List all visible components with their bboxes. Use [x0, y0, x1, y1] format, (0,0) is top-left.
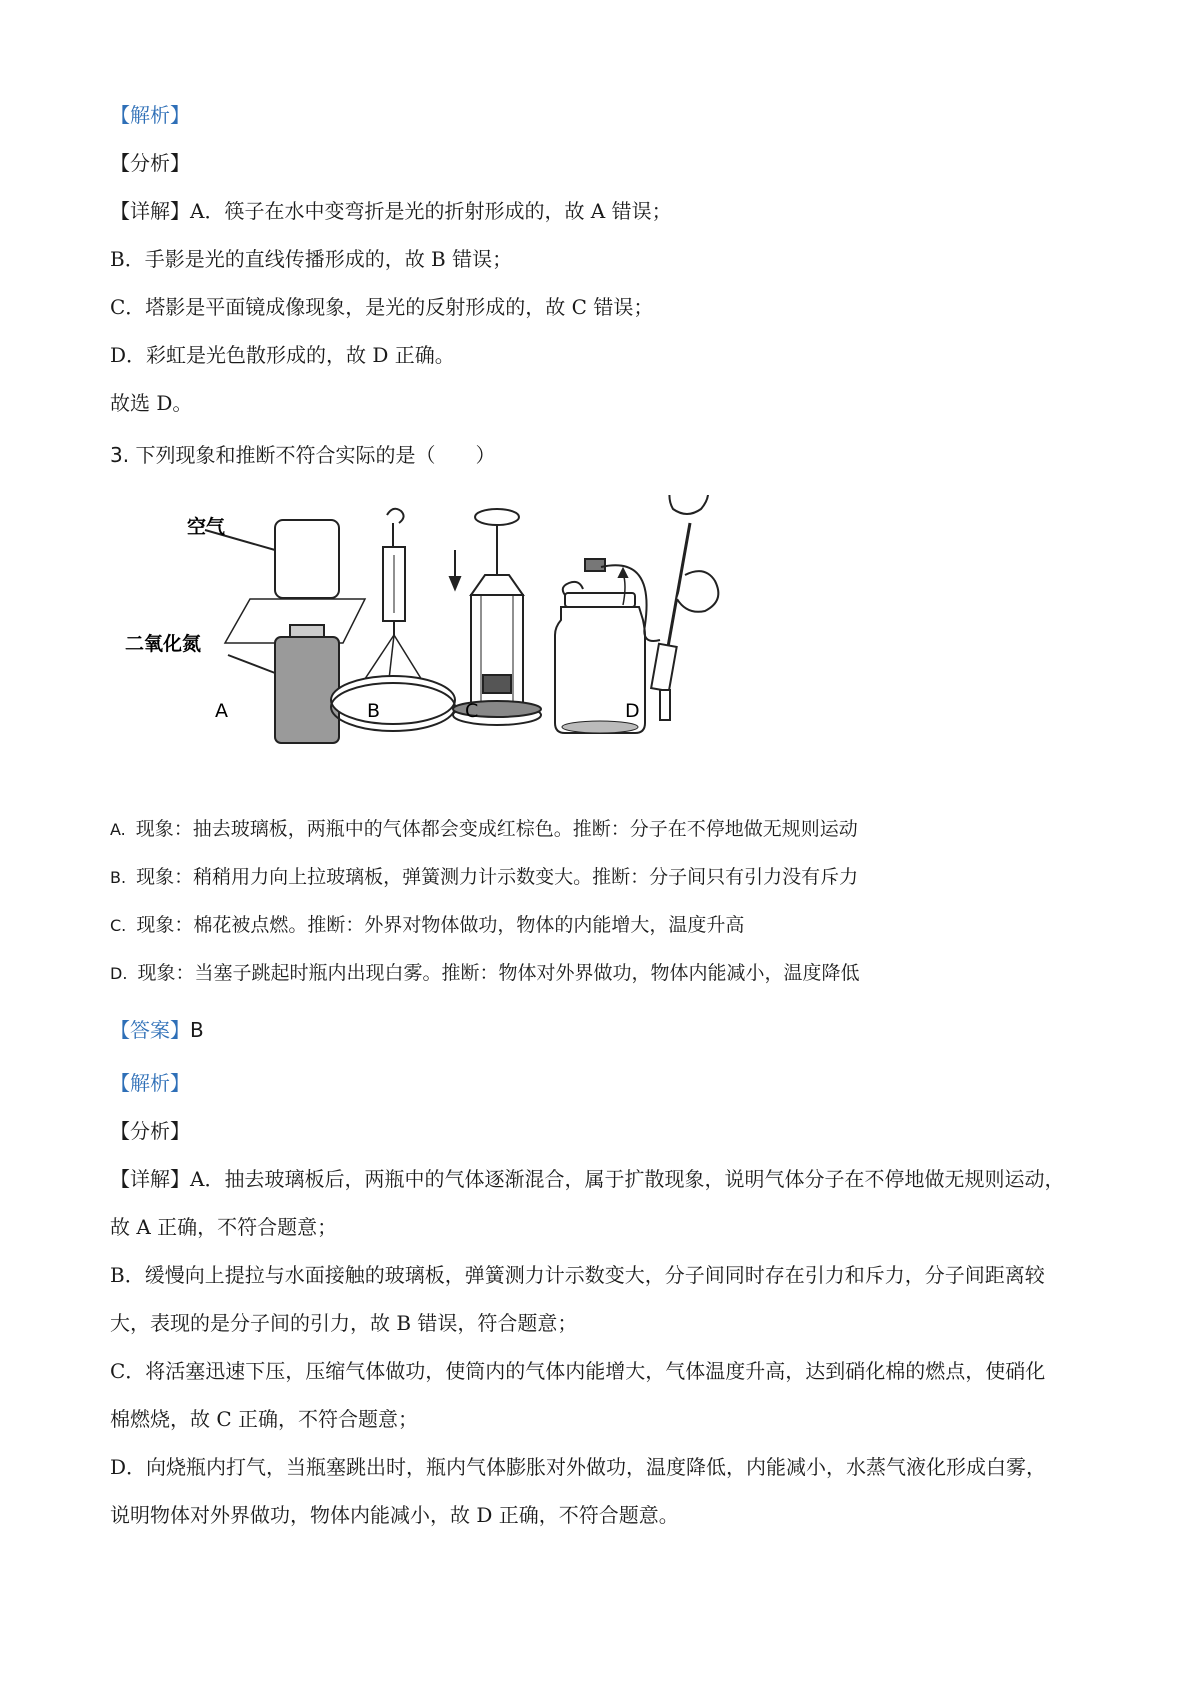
panel-label-d: D [625, 700, 640, 722]
detail-line-c: C．塔影是平面镜成像现象，是光的反射形成的，故 C 错误； [110, 295, 654, 319]
panel-c-piston-cylinder [450, 509, 541, 725]
label-air: 空气 [187, 516, 226, 538]
experiment-illustration [125, 495, 805, 795]
analysis-tag-2: 【解析】 [110, 1071, 190, 1095]
fenxi-tag-2: 【分析】 [110, 1119, 190, 1143]
option-b-letter: B. [110, 868, 127, 887]
detail-d-line-2: 说明物体对外界做功，物体内能减小，故 D 正确，不符合题意。 [110, 1503, 679, 1527]
panel-d-flask-pump [555, 495, 718, 733]
option-d [110, 958, 859, 989]
option-a-letter: A. [110, 820, 126, 839]
label-no2: 二氧化氮 [125, 633, 202, 655]
option-c-letter: C. [110, 916, 127, 935]
fenxi-tag-1: 【分析】 [110, 151, 190, 175]
option-c [110, 910, 744, 941]
panel-label-a: A [215, 700, 228, 722]
question-3-stem [110, 440, 495, 470]
detail-c-line-1: C．将活塞迅速下压，压缩气体做功，使筒内的气体内能增大，气体温度升高，达到硝化棉的燃点，使硝化 [110, 1359, 1046, 1383]
experiment-figure [125, 495, 805, 795]
detail-d-line-1: D．向烧瓶内打气，当瓶塞跳出时，瓶内气体膨胀对外做功，温度降低，内能减小，水蒸气液化形成白雾， [110, 1455, 1047, 1479]
option-c-text: 现象：棉花被点燃。推断：外界对物体做功，物体的内能增大，温度升高 [136, 914, 745, 936]
detail-line-d: D．彩虹是光色散形成的，故 D 正确。 [110, 343, 455, 367]
analysis-tag-1: 【解析】 [110, 103, 190, 127]
detail-c-line-2: 棉燃烧，故 C 正确，不符合题意； [110, 1407, 419, 1431]
detail-a-line-2: 故 A 正确，不符合题意； [110, 1215, 338, 1239]
panel-label-b: B [367, 700, 381, 722]
detail-line-b: B．手影是光的直线传播形成的，故 B 错误； [110, 247, 513, 271]
option-b [110, 862, 858, 893]
option-a-text: 现象：抽去玻璃板，两瓶中的气体都会变成红棕色。推断：分子在不停地做无规则运动 [135, 818, 858, 840]
option-b-text: 现象：稍稍用力向上拉玻璃板，弹簧测力计示数变大。推断：分子间只有引力没有斥力 [136, 866, 859, 888]
conclusion-1: 故选 D。 [110, 391, 193, 415]
answer-tag: 【答案】 [110, 1018, 190, 1042]
question-text: 下列现象和推断不符合实际的是（ ） [135, 443, 496, 467]
detail-b-line-1: B．缓慢向上提拉与水面接触的玻璃板，弹簧测力计示数变大，分子间同时存在引力和斥力，分子间距离较 [110, 1263, 1045, 1287]
detail-a-line-1: 【详解】A．抽去玻璃板后，两瓶中的气体逐渐混合，属于扩散现象，说明气体分子在不停地做无规则运动， [110, 1167, 1065, 1191]
answer-value: B [190, 1018, 204, 1042]
option-a [110, 814, 858, 845]
option-d-text: 现象：当塞子跳起时瓶内出现白雾。推断：物体对外界做功，物体内能减小，温度降低 [137, 962, 860, 984]
detail-line-a: 【详解】A．筷子在水中变弯折是光的折射形成的，故 A 错误； [110, 199, 672, 223]
answer-line [110, 1015, 204, 1045]
question-number: 3. [110, 443, 130, 467]
detail-b-line-2: 大，表现的是分子间的引力，故 B 错误，符合题意； [110, 1311, 578, 1335]
panel-label-c: C [465, 700, 479, 722]
option-d-letter: D. [110, 964, 128, 983]
